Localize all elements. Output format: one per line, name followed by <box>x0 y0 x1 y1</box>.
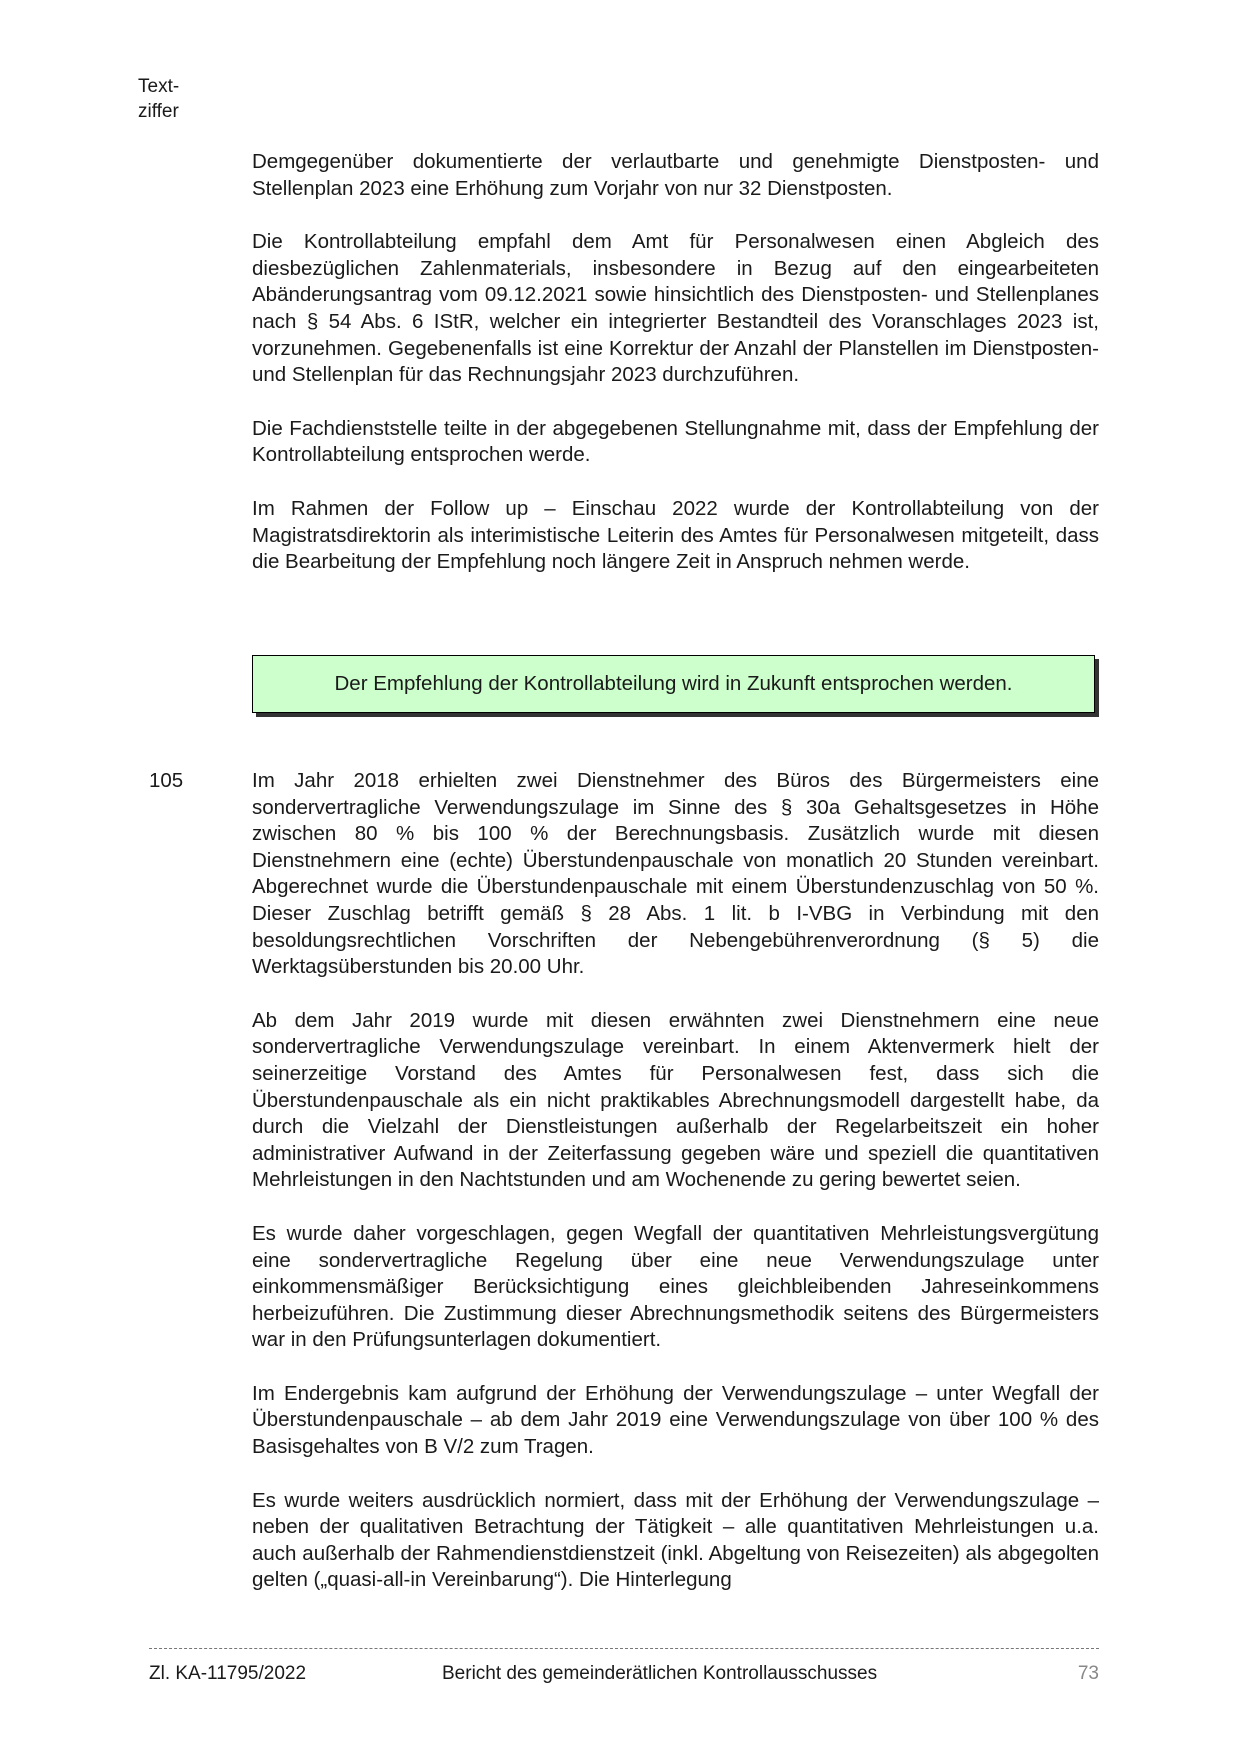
section-paragraph-1: Im Jahr 2018 erhielten zwei Dienstnehmer des Büros des Bürgermeisters eine sondervertragliche Verwendungszulage im Sinne des § 30a Gehaltsgesetzes in Höhe zwischen 80 % bis 100 % der Berechnungsbasis. Zusätzlich wurde mit diesen Dienstnehmern eine (echte) Überstundenpauschale von monatlich 20 Stunden vereinbart. Abgerechnet wurde die Überstundenpauschale mit einem Überstundenzuschlag von 50 %. Dieser Zuschlag betrifft gemäß § 28 Abs. 1 lit. b I-VBG in Verbindung mit den besoldungsrechtlichen Vorschriften der Nebengebührenverordnung (§ 5) die Werktagsüberstunden bis 20.00 Uhr. <box>252 769 1099 979</box>
footer-page-number: 73 <box>1077 1663 1099 1684</box>
footer-reference: Zl. KA-11795/2022 <box>149 1663 307 1684</box>
section-number: 105 <box>149 769 184 792</box>
page-footer <box>149 1663 1099 1687</box>
footer-title: Bericht des gemeinderätlichen Kontrollausschusses <box>442 1663 878 1684</box>
footer-divider <box>149 1648 1099 1649</box>
section-paragraph-5: Es wurde weiters ausdrücklich normiert, dass mit der Erhöhung der Verwendungszulage – neben der qualitativen Betrachtung der Tätigkeit – alle quantitativen Mehrleistungen u.a. auch außerhalb der Rahmendienstdienstzeit (inkl. Abgeltung von Reisezeiten) als abgegolten gelten („quasi-all-in Vereinbarung“). Die Hinterlegung <box>252 1488 1099 1592</box>
margin-label-textziffer <box>138 74 179 124</box>
paragraph-follow-up: Im Rahmen der Follow up – Einschau 2022 wurde der Kontrollabteilung von der Magistratsdirektorin als interimistische Leiterin des Amtes für Personalwesen mitgeteilt, dass die Bearbeitung der Empfehlung noch längere Zeit in Anspruch nehmen werde. <box>252 496 1099 574</box>
margin-label-line-1: Text- <box>138 76 180 97</box>
section-paragraph-3: Es wurde daher vorgeschlagen, gegen Wegfall der quantitativen Mehrleistungsvergütung eine sondervertragliche Regelung über eine neue Verwendungszulage unter einkommensmäßiger Berücksichtigung eines gleichbleibenden Jahreseinkommens herbeizuführen. Die Zustimmung dieser Abrechnungsmethodik seitens des Bürgermeisters war in den Prüfungsunterlagen dokumentiert. <box>252 1221 1099 1352</box>
paragraph-empfehlung: Die Kontrollabteilung empfahl dem Amt für Personalwesen einen Abgleich des diesbezüglichen Zahlenmaterials, insbesondere in Bezug auf den eingearbeiteten Abänderungsantrag vom 09.12.2021 sowie hinsichtlich des Dienstposten- und Stellenplanes nach § 54 Abs. 6 IStR, welcher ein integrierter Bestandteil des Voranschlages 2023 ist, vorzunehmen. Gegebenenfalls ist eine Korrektur der Anzahl der Planstellen im Dienstposten- und Stellenplan für das Rechnungsjahr 2023 durchzuführen. <box>252 230 1099 387</box>
paragraph-stellenplan: Demgegenüber dokumentierte der verlautbarte und genehmigte Dienstposten- und Stellenplan 2023 eine Erhöhung zum Vorjahr von nur 32 Dienstposten. <box>252 150 1099 200</box>
section-body <box>252 768 1099 1621</box>
recommendation-callout-text: Der Empfehlung der Kontrollabteilung wird in Zukunft entsprochen werden. <box>334 672 1013 695</box>
section-paragraph-2: Ab dem Jahr 2019 wurde mit diesen erwähnten zwei Dienstnehmern eine neue sondervertragliche Verwendungszulage vereinbart. In einem Aktenvermerk hielt der seinerzeitige Vorstand des Amtes für Personalwesen fest, dass sich die Überstundenpauschale als ein nicht praktikables Abrechnungsmodell dargestellt habe, da durch die Vielzahl der Dienstleistungen außerhalb der Regelarbeitszeit ein hoher administrativer Aufwand in der Zeiterfassung gegeben wäre und speziell die quantitativen Mehrleistungen in den Nachtstunden und am Wochenende zu gering bewertet seien. <box>252 1008 1099 1192</box>
paragraph-stellungnahme: Die Fachdienststelle teilte in der abgegebenen Stellungnahme mit, dass der Empfehlung der Kontrollabteilung entsprochen werde. <box>252 416 1099 467</box>
top-content <box>252 149 1099 603</box>
recommendation-callout-box <box>252 655 1095 713</box>
section-paragraph-4: Im Endergebnis kam aufgrund der Erhöhung der Verwendungszulage – unter Wegfall der Überstundenpauschale – ab dem Jahr 2019 eine Verwendungszulage von über 100 % des Basisgehaltes von B V/2 zum Tragen. <box>252 1381 1099 1459</box>
margin-label-line-2: ziffer <box>138 101 179 122</box>
